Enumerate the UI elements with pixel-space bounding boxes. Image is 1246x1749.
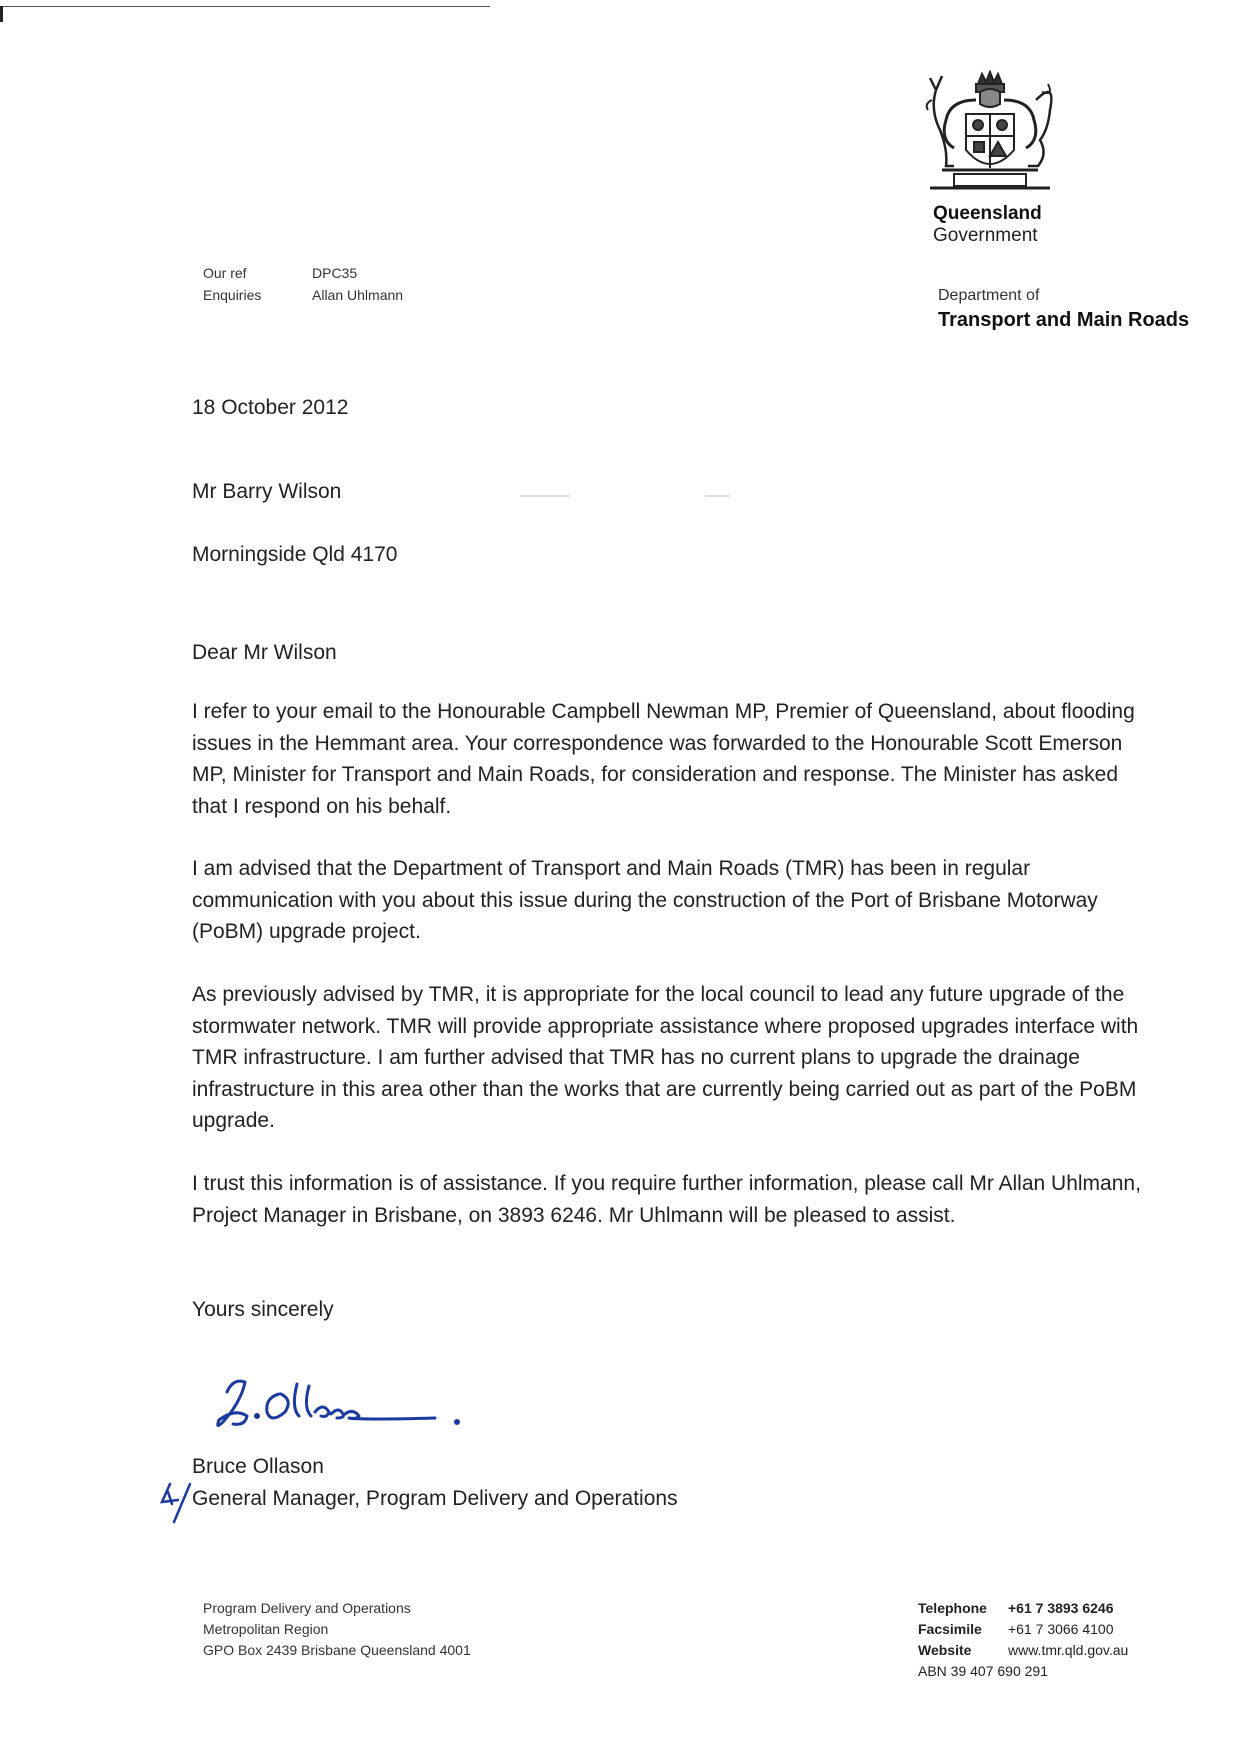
brand-line-1: Queensland (933, 203, 1042, 224)
body-paragraph-3: As previously advised by TMR, it is appropriate for the local council to lead any future upgrade of the stormwater network. TMR will provide appropriate assistance where proposed upgrades interface with TMR infrastructure. I am further advised that TMR has no current plans to upgrade the drainage infrastructure in this area other than the works that are currently being carried out as part of the PoBM upgrade. (192, 983, 1139, 1132)
footer-address-line-3: GPO Box 2439 Brisbane Queensland 4001 (203, 1642, 471, 1658)
telephone-value: +61 7 3893 6246 (1008, 1600, 1114, 1616)
department-heading (938, 285, 1189, 333)
handwritten-signature (205, 1372, 475, 1442)
department-line-2: Transport and Main Roads (938, 309, 1190, 331)
facsimile-row (918, 1619, 1128, 1640)
signer-name: Bruce Ollason (192, 1455, 324, 1478)
enquiries-row (203, 284, 403, 306)
telephone-row (918, 1598, 1128, 1619)
our-ref-row (203, 262, 403, 284)
abn: ABN 39 407 690 291 (918, 1663, 1048, 1679)
scan-edge-line (0, 6, 490, 7)
reference-block (203, 262, 403, 306)
signer-title: General Manager, Program Delivery and Operations (192, 1487, 678, 1510)
website-label: Website (918, 1642, 972, 1658)
footer-contact (918, 1598, 1128, 1682)
facsimile-label: Facsimile (918, 1621, 982, 1637)
recipient-name: Mr Barry Wilson (192, 480, 342, 503)
scan-artifact (520, 494, 1120, 498)
salutation: Dear Mr Wilson (192, 641, 337, 664)
telephone-label: Telephone (918, 1600, 987, 1616)
scan-corner-mark (0, 6, 3, 22)
our-ref-value: DPC35 (312, 265, 358, 281)
body-paragraph-1: I refer to your email to the Honourable Campbell Newman MP, Premier of Queensland, about flooding issues in the Hemmant area. Your correspondence was forwarded to the Honourable Scott Emerson MP, Minister for Transport and Main Roads, for consideration and response. The Minister has asked that I respond on his behalf. (192, 700, 1135, 818)
footer-address (203, 1598, 471, 1661)
acting-prefix-handwritten (160, 1480, 196, 1524)
enquiries-value: Allan Uhlmann (312, 287, 404, 303)
footer-address-line-1: Program Delivery and Operations (203, 1600, 411, 1616)
body-paragraph-2: I am advised that the Department of Transport and Main Roads (TMR) has been in regular communication with you about this issue during the construction of the Port of Brisbane Motorway (PoBM) upgrade project. (192, 857, 1098, 943)
our-ref-label: Our ref (203, 265, 247, 281)
website-row (918, 1640, 1128, 1661)
closing: Yours sincerely (192, 1298, 334, 1321)
department-line-1: Department of (938, 287, 1040, 304)
letter-date: 18 October 2012 (192, 396, 349, 419)
website-value: www.tmr.qld.gov.au (1008, 1642, 1129, 1658)
queensland-coat-of-arms-icon (920, 70, 1060, 200)
facsimile-value: +61 7 3066 4100 (1008, 1621, 1114, 1637)
footer-address-line-2: Metropolitan Region (203, 1621, 329, 1637)
body-paragraph-4: I trust this information is of assistance. If you require further information, please call Mr Allan Uhlmann, Project Manager in Brisbane, on 3893 6246. Mr Uhlmann will be pleased to assist. (192, 1172, 1141, 1227)
enquiries-label: Enquiries (203, 287, 262, 303)
brand-line-2: Government (933, 225, 1038, 246)
queensland-government-wordmark (933, 203, 1042, 247)
recipient-address: Morningside Qld 4170 (192, 543, 398, 566)
